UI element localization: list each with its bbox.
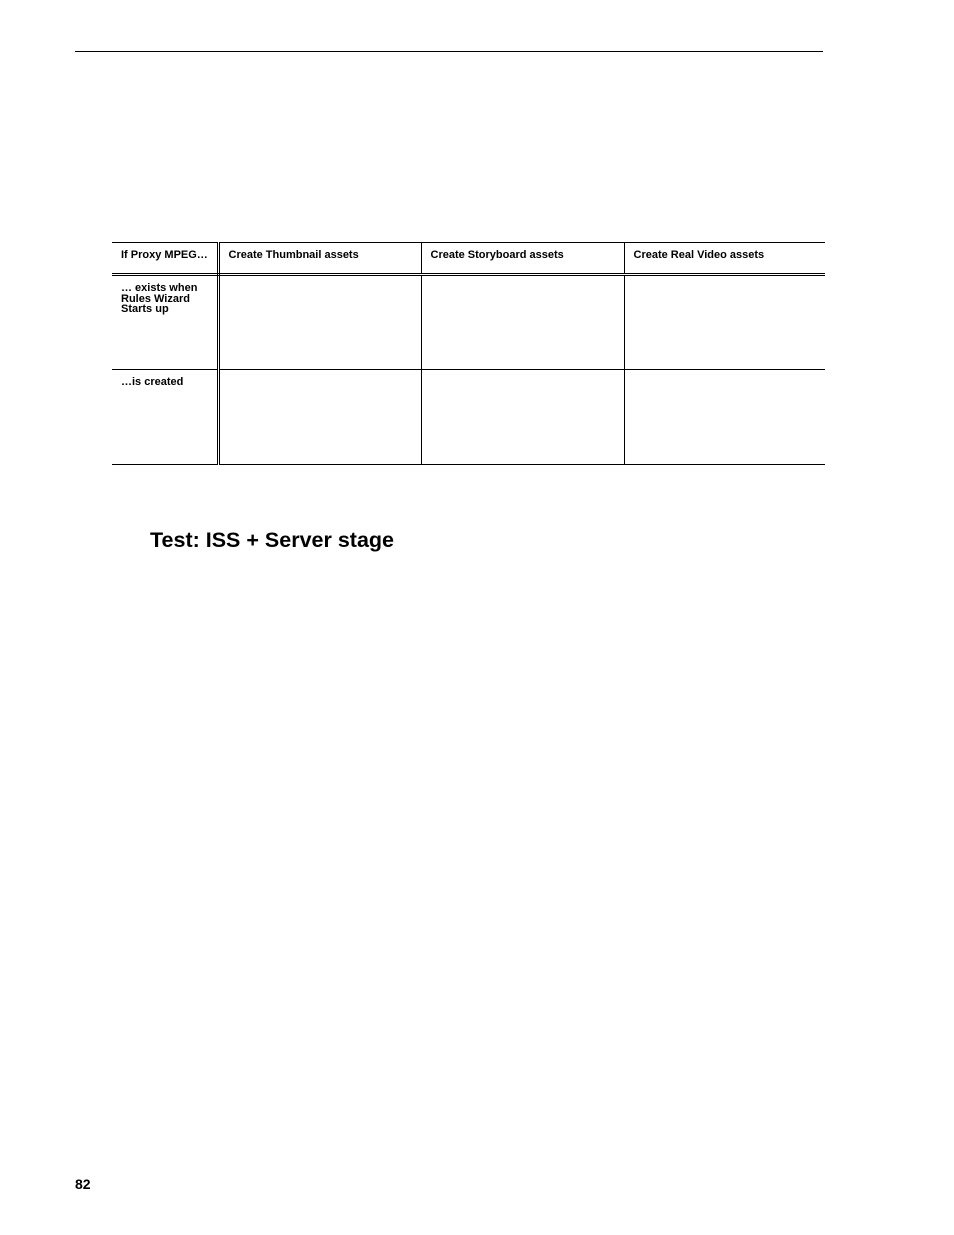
header-rule (75, 51, 823, 52)
table-cell (421, 370, 624, 465)
table-row (112, 275, 825, 370)
asset-creation-table (112, 242, 825, 465)
page-number: 82 (75, 1176, 91, 1192)
header-thumbnail: Create Thumbnail assets (218, 243, 421, 275)
header-storyboard: Create Storyboard assets (421, 243, 624, 275)
table-cell (624, 370, 825, 465)
table-cell (624, 275, 825, 370)
section-heading: Test: ISS + Server stage (150, 528, 394, 552)
table-cell (218, 370, 421, 465)
table-row (112, 370, 825, 465)
table-header-row (112, 243, 825, 275)
table-cell (421, 275, 624, 370)
row-label-exists: … exists when Rules Wizard Starts up (112, 275, 218, 370)
header-real-video: Create Real Video assets (624, 243, 825, 275)
header-row-label: If Proxy MPEG… (112, 243, 218, 275)
row-label-created: …is created (112, 370, 218, 465)
table-cell (218, 275, 421, 370)
